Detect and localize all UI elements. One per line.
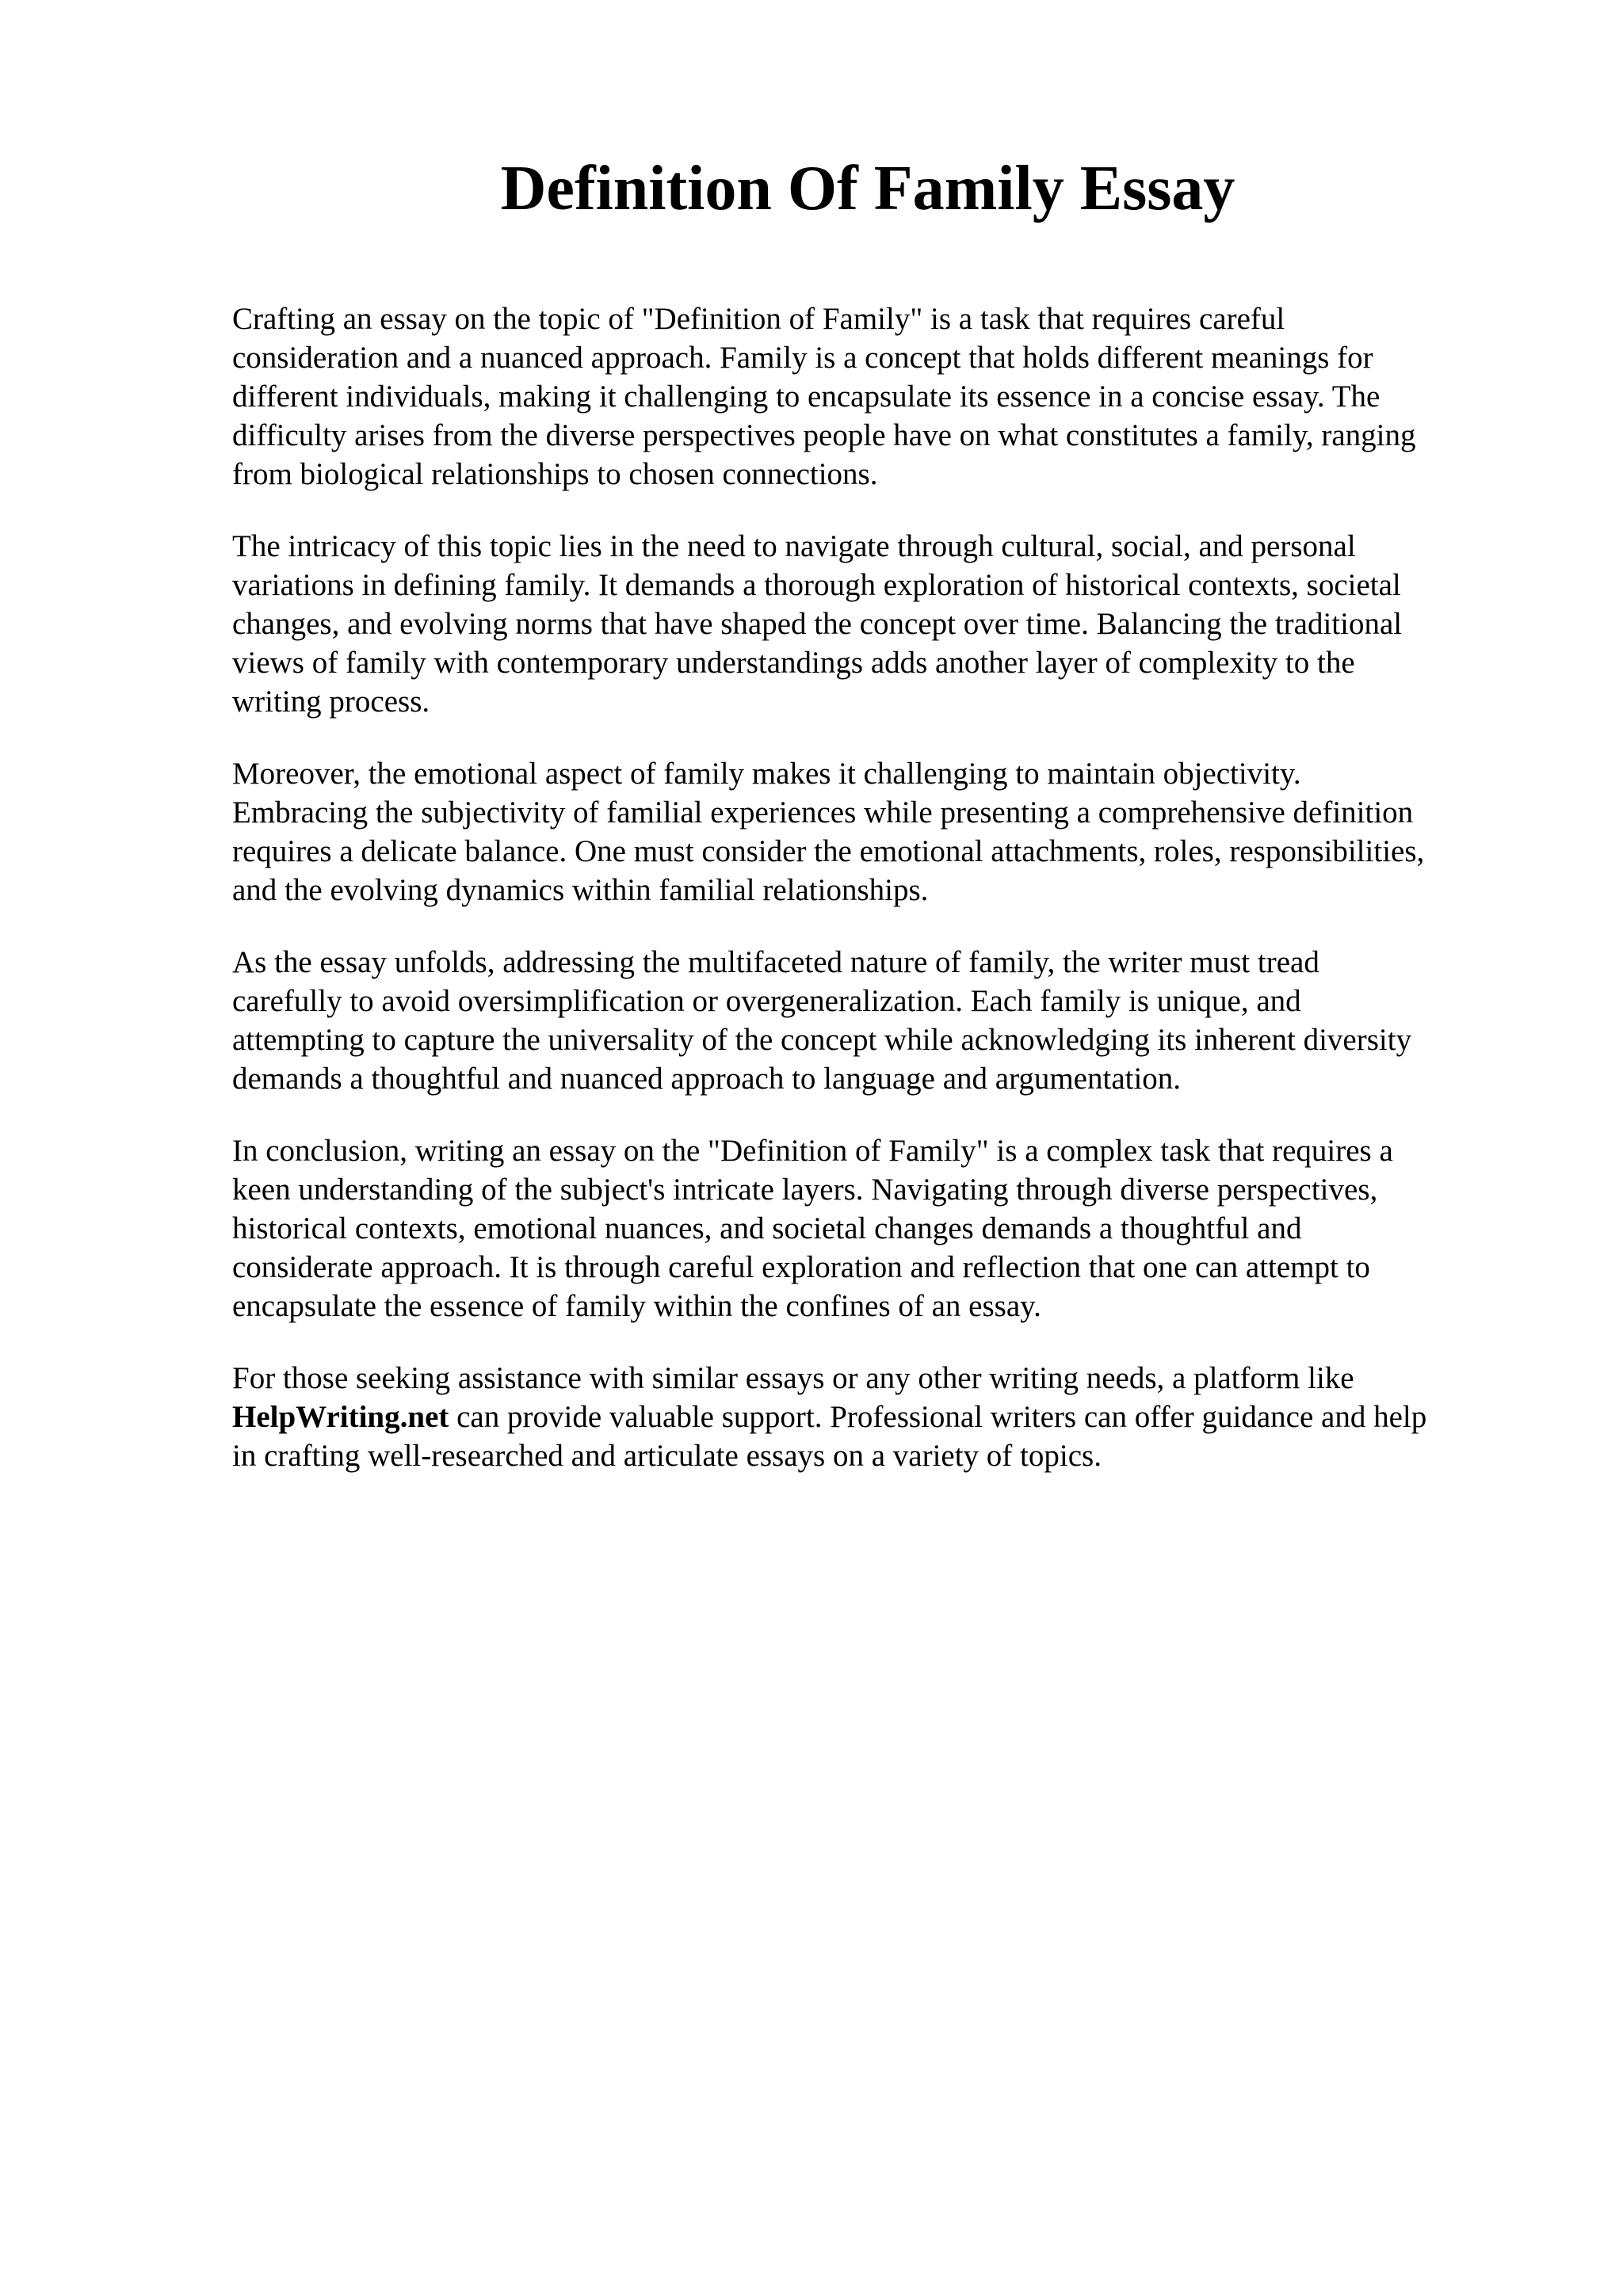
paragraph-line: considerate approach. It is through careful exploration and reflection that one can attempt to — [232, 1250, 1370, 1284]
paragraph-line: Crafting an essay on the topic of "Definition of Family" is a task that requires careful — [232, 302, 1285, 336]
paragraph-line: As the essay unfolds, addressing the multifaceted nature of family, the writer must tread — [232, 945, 1319, 979]
paragraph-line: difficulty arises from the diverse perspectives people have on what constitutes a family, ranging — [232, 418, 1416, 452]
paragraph-line: from biological relationships to chosen connections. — [232, 457, 878, 491]
paragraph-line: Moreover, the emotional aspect of family makes it challenging to maintain objectivity. — [232, 757, 1301, 791]
brand-name: HelpWriting.net — [232, 1400, 449, 1434]
paragraph-line: The intricacy of this topic lies in the need to navigate through cultural, social, and personal — [232, 529, 1356, 563]
paragraph-line: requires a delicate balance. One must consider the emotional attachments, roles, responsibilities, — [232, 834, 1425, 868]
paragraph-line: demands a thoughtful and nuanced approach to language and argumentation. — [232, 1062, 1182, 1096]
paragraph-line: in crafting well-researched and articulate essays on a variety of topics. — [232, 1439, 1102, 1473]
paragraph-line: Embracing the subjectivity of familial experiences while presenting a comprehensive definition — [232, 795, 1414, 830]
paragraph-2 — [232, 527, 1516, 721]
paragraph-4 — [232, 943, 1516, 1098]
paragraph-line: encapsulate the essence of family within the confines of an essay. — [232, 1289, 1041, 1323]
paragraph-line: In conclusion, writing an essay on the "Definition of Family" is a complex task that requires a — [232, 1134, 1393, 1168]
paragraph-5 — [232, 1131, 1516, 1325]
paragraph-line: consideration and a nuanced approach. Family is a concept that holds different meanings for — [232, 341, 1373, 375]
paragraph-line: carefully to avoid oversimplification or overgeneralization. Each family is unique, and — [232, 984, 1301, 1018]
paragraph-line: and the evolving dynamics within familial relationships. — [232, 873, 929, 907]
paragraph-line — [232, 1398, 1516, 1436]
paragraph-3 — [232, 754, 1516, 910]
paragraph-line: For those seeking assistance with similar essays or any other writing needs, a platform like — [232, 1361, 1354, 1395]
document-title: Definition Of Family Essay — [500, 154, 1235, 223]
paragraph-line: keen understanding of the subject's intricate layers. Navigating through diverse perspectives, — [232, 1173, 1378, 1207]
paragraph-line: writing process. — [232, 685, 430, 719]
paragraph-line: views of family with contemporary understandings adds another layer of complexity to the — [232, 646, 1355, 680]
paragraph-1 — [232, 299, 1516, 494]
paragraph-line: changes, and evolving norms that have shaped the concept over time. Balancing the traditional — [232, 607, 1403, 641]
paragraph-line: attempting to capture the universality of the concept while acknowledging its inherent diversity — [232, 1023, 1412, 1057]
paragraph-line: variations in defining family. It demands a thorough exploration of historical contexts, societal — [232, 568, 1401, 602]
closing-paragraph — [232, 1359, 1516, 1475]
paragraph-line: different individuals, making it challenging to encapsulate its essence in a concise essay. The — [232, 379, 1381, 414]
closing-line-rest: can provide valuable support. Professional writers can offer guidance and help — [456, 1400, 1427, 1434]
paragraph-line: historical contexts, emotional nuances, and societal changes demands a thoughtful and — [232, 1211, 1302, 1245]
essay-body — [232, 299, 1516, 1508]
